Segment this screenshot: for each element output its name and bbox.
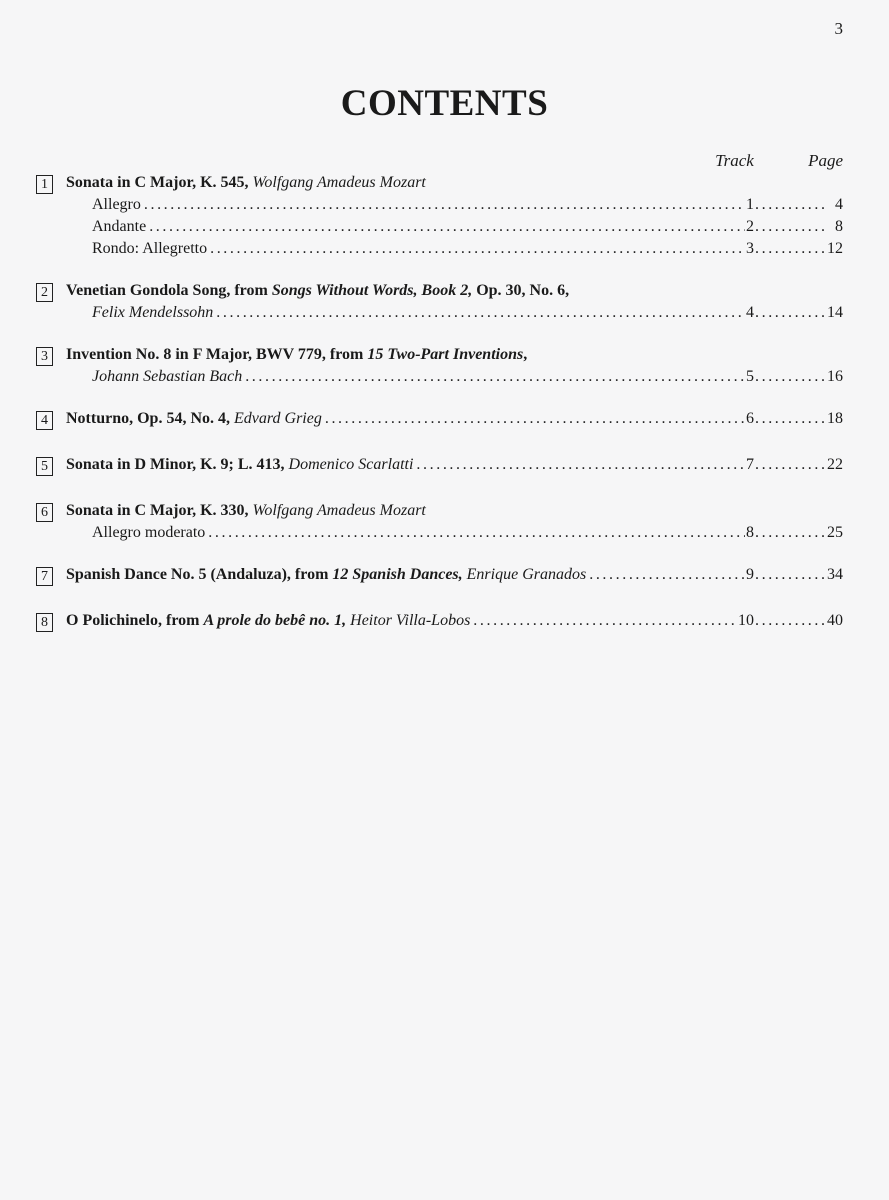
dot-leader xyxy=(755,454,825,476)
page-number: 3 xyxy=(834,19,843,38)
title-part: A prole do bebê no. 1, xyxy=(203,612,347,629)
dot-leader xyxy=(473,610,737,632)
toc-entry xyxy=(36,172,843,260)
page-ref: 25 xyxy=(827,524,843,541)
title-part: Op. 30, No. 6, xyxy=(472,282,570,299)
title-part: Spanish Dance No. 5 (Andaluza), from xyxy=(66,566,333,583)
movement-label: Johann Sebastian Bach xyxy=(92,368,243,385)
toc-entry xyxy=(36,344,843,388)
page-ref: 12 xyxy=(827,240,843,257)
page-title: CONTENTS xyxy=(340,83,549,124)
dot-leader xyxy=(416,454,745,476)
title-part: Venetian Gondola Song, from xyxy=(66,282,272,299)
dot-leader xyxy=(755,238,825,260)
page-column-heading: Page xyxy=(808,151,843,170)
page-ref: 22 xyxy=(827,456,843,473)
dot-leader xyxy=(755,408,825,430)
track-number: 10 xyxy=(738,612,754,629)
toc-entry xyxy=(36,454,843,476)
title-part: 15 Two-Part Inventions xyxy=(367,346,524,363)
dot-leader xyxy=(755,302,825,324)
track-number: 2 xyxy=(746,218,754,235)
movement-row xyxy=(36,216,843,238)
movement-label: Allegro xyxy=(92,196,141,213)
track-box-number: 5 xyxy=(36,457,53,476)
title-part: Domenico Scarlatti xyxy=(288,456,414,473)
entry-title xyxy=(66,172,429,194)
toc-entry xyxy=(36,280,843,324)
track-box-number: 3 xyxy=(36,347,53,366)
entry-heading xyxy=(36,610,843,632)
track-box-number: 2 xyxy=(36,283,53,302)
track-number: 1 xyxy=(746,196,754,213)
dot-leader xyxy=(210,238,745,260)
title-part: Wolfgang Amadeus Mozart xyxy=(252,174,426,191)
title-part: O Polichinelo, from xyxy=(66,612,204,629)
movement-row xyxy=(36,238,843,260)
title-part: Invention No. 8 in F Major, BWV 779, from xyxy=(66,346,368,363)
entry-heading xyxy=(36,280,843,302)
page-ref: 16 xyxy=(827,368,843,385)
movement-label: Andante xyxy=(92,218,147,235)
dot-leader xyxy=(216,302,745,324)
page-ref: 14 xyxy=(827,304,843,321)
page-ref: 4 xyxy=(835,196,843,213)
movement-row xyxy=(36,522,843,544)
title-part: 12 Spanish Dances, xyxy=(332,566,463,583)
entry-title xyxy=(66,610,473,632)
title-part: Wolfgang Amadeus Mozart xyxy=(252,502,426,519)
track-box-number: 6 xyxy=(36,503,53,522)
entry-heading xyxy=(36,172,843,194)
movement-row xyxy=(36,194,843,216)
track-box-number: 1 xyxy=(36,175,53,194)
title-part: Enrique Granados xyxy=(462,566,587,583)
entry-title xyxy=(66,280,572,302)
title-part: , xyxy=(523,346,528,363)
track-number: 8 xyxy=(746,524,754,541)
track-box-number: 8 xyxy=(36,613,53,632)
entry-title xyxy=(66,564,589,586)
dot-leader xyxy=(755,366,825,388)
entry-title xyxy=(66,344,530,366)
movement-label: Rondo: Allegretto xyxy=(92,240,208,257)
title-part: Sonata in D Minor, K. 9; L. 413, xyxy=(66,456,289,473)
dot-leader xyxy=(755,522,825,544)
dot-leader xyxy=(755,194,825,216)
dot-leader xyxy=(755,610,825,632)
entry-heading xyxy=(36,564,843,586)
movement-row xyxy=(36,366,843,388)
track-box-number: 7 xyxy=(36,567,53,586)
toc-entry xyxy=(36,500,843,544)
page-ref: 40 xyxy=(827,612,843,629)
entry-title xyxy=(66,454,416,476)
dot-leader xyxy=(245,366,745,388)
entry-heading xyxy=(36,408,843,430)
title-part: Sonata in C Major, K. 545, xyxy=(66,174,253,191)
dot-leader xyxy=(144,194,745,216)
track-number: 3 xyxy=(746,240,754,257)
entry-heading xyxy=(36,500,843,522)
movement-label: Felix Mendelssohn xyxy=(92,304,214,321)
title-part: Sonata in C Major, K. 330, xyxy=(66,502,253,519)
dot-leader xyxy=(325,408,745,430)
track-column-heading: Track xyxy=(715,151,754,170)
toc-entry xyxy=(36,408,843,430)
track-number: 4 xyxy=(746,304,754,321)
movement-row xyxy=(36,302,843,324)
dot-leader xyxy=(755,564,825,586)
dot-leader xyxy=(755,216,825,238)
dot-leader xyxy=(149,216,745,238)
toc-entry xyxy=(36,610,843,632)
table-of-contents xyxy=(36,172,843,656)
entry-heading xyxy=(36,454,843,476)
dot-leader xyxy=(208,522,745,544)
track-number: 9 xyxy=(746,566,754,583)
title-part: Edvard Grieg xyxy=(234,410,322,427)
title-part: Heitor Villa-Lobos xyxy=(346,612,471,629)
entry-title xyxy=(66,408,325,430)
movement-label: Allegro moderato xyxy=(92,524,206,541)
toc-entry xyxy=(36,564,843,586)
track-box-number: 4 xyxy=(36,411,53,430)
page-ref: 8 xyxy=(835,218,843,235)
page-ref: 34 xyxy=(827,566,843,583)
entry-title xyxy=(66,500,429,522)
dot-leader xyxy=(589,564,745,586)
title-part: Songs Without Words, Book 2, xyxy=(271,282,473,299)
track-number: 6 xyxy=(746,410,754,427)
column-headings xyxy=(715,151,843,171)
track-number: 5 xyxy=(746,368,754,385)
title-part: Notturno, Op. 54, No. 4, xyxy=(66,410,235,427)
track-number: 7 xyxy=(746,456,754,473)
entry-heading xyxy=(36,344,843,366)
page-ref: 18 xyxy=(827,410,843,427)
